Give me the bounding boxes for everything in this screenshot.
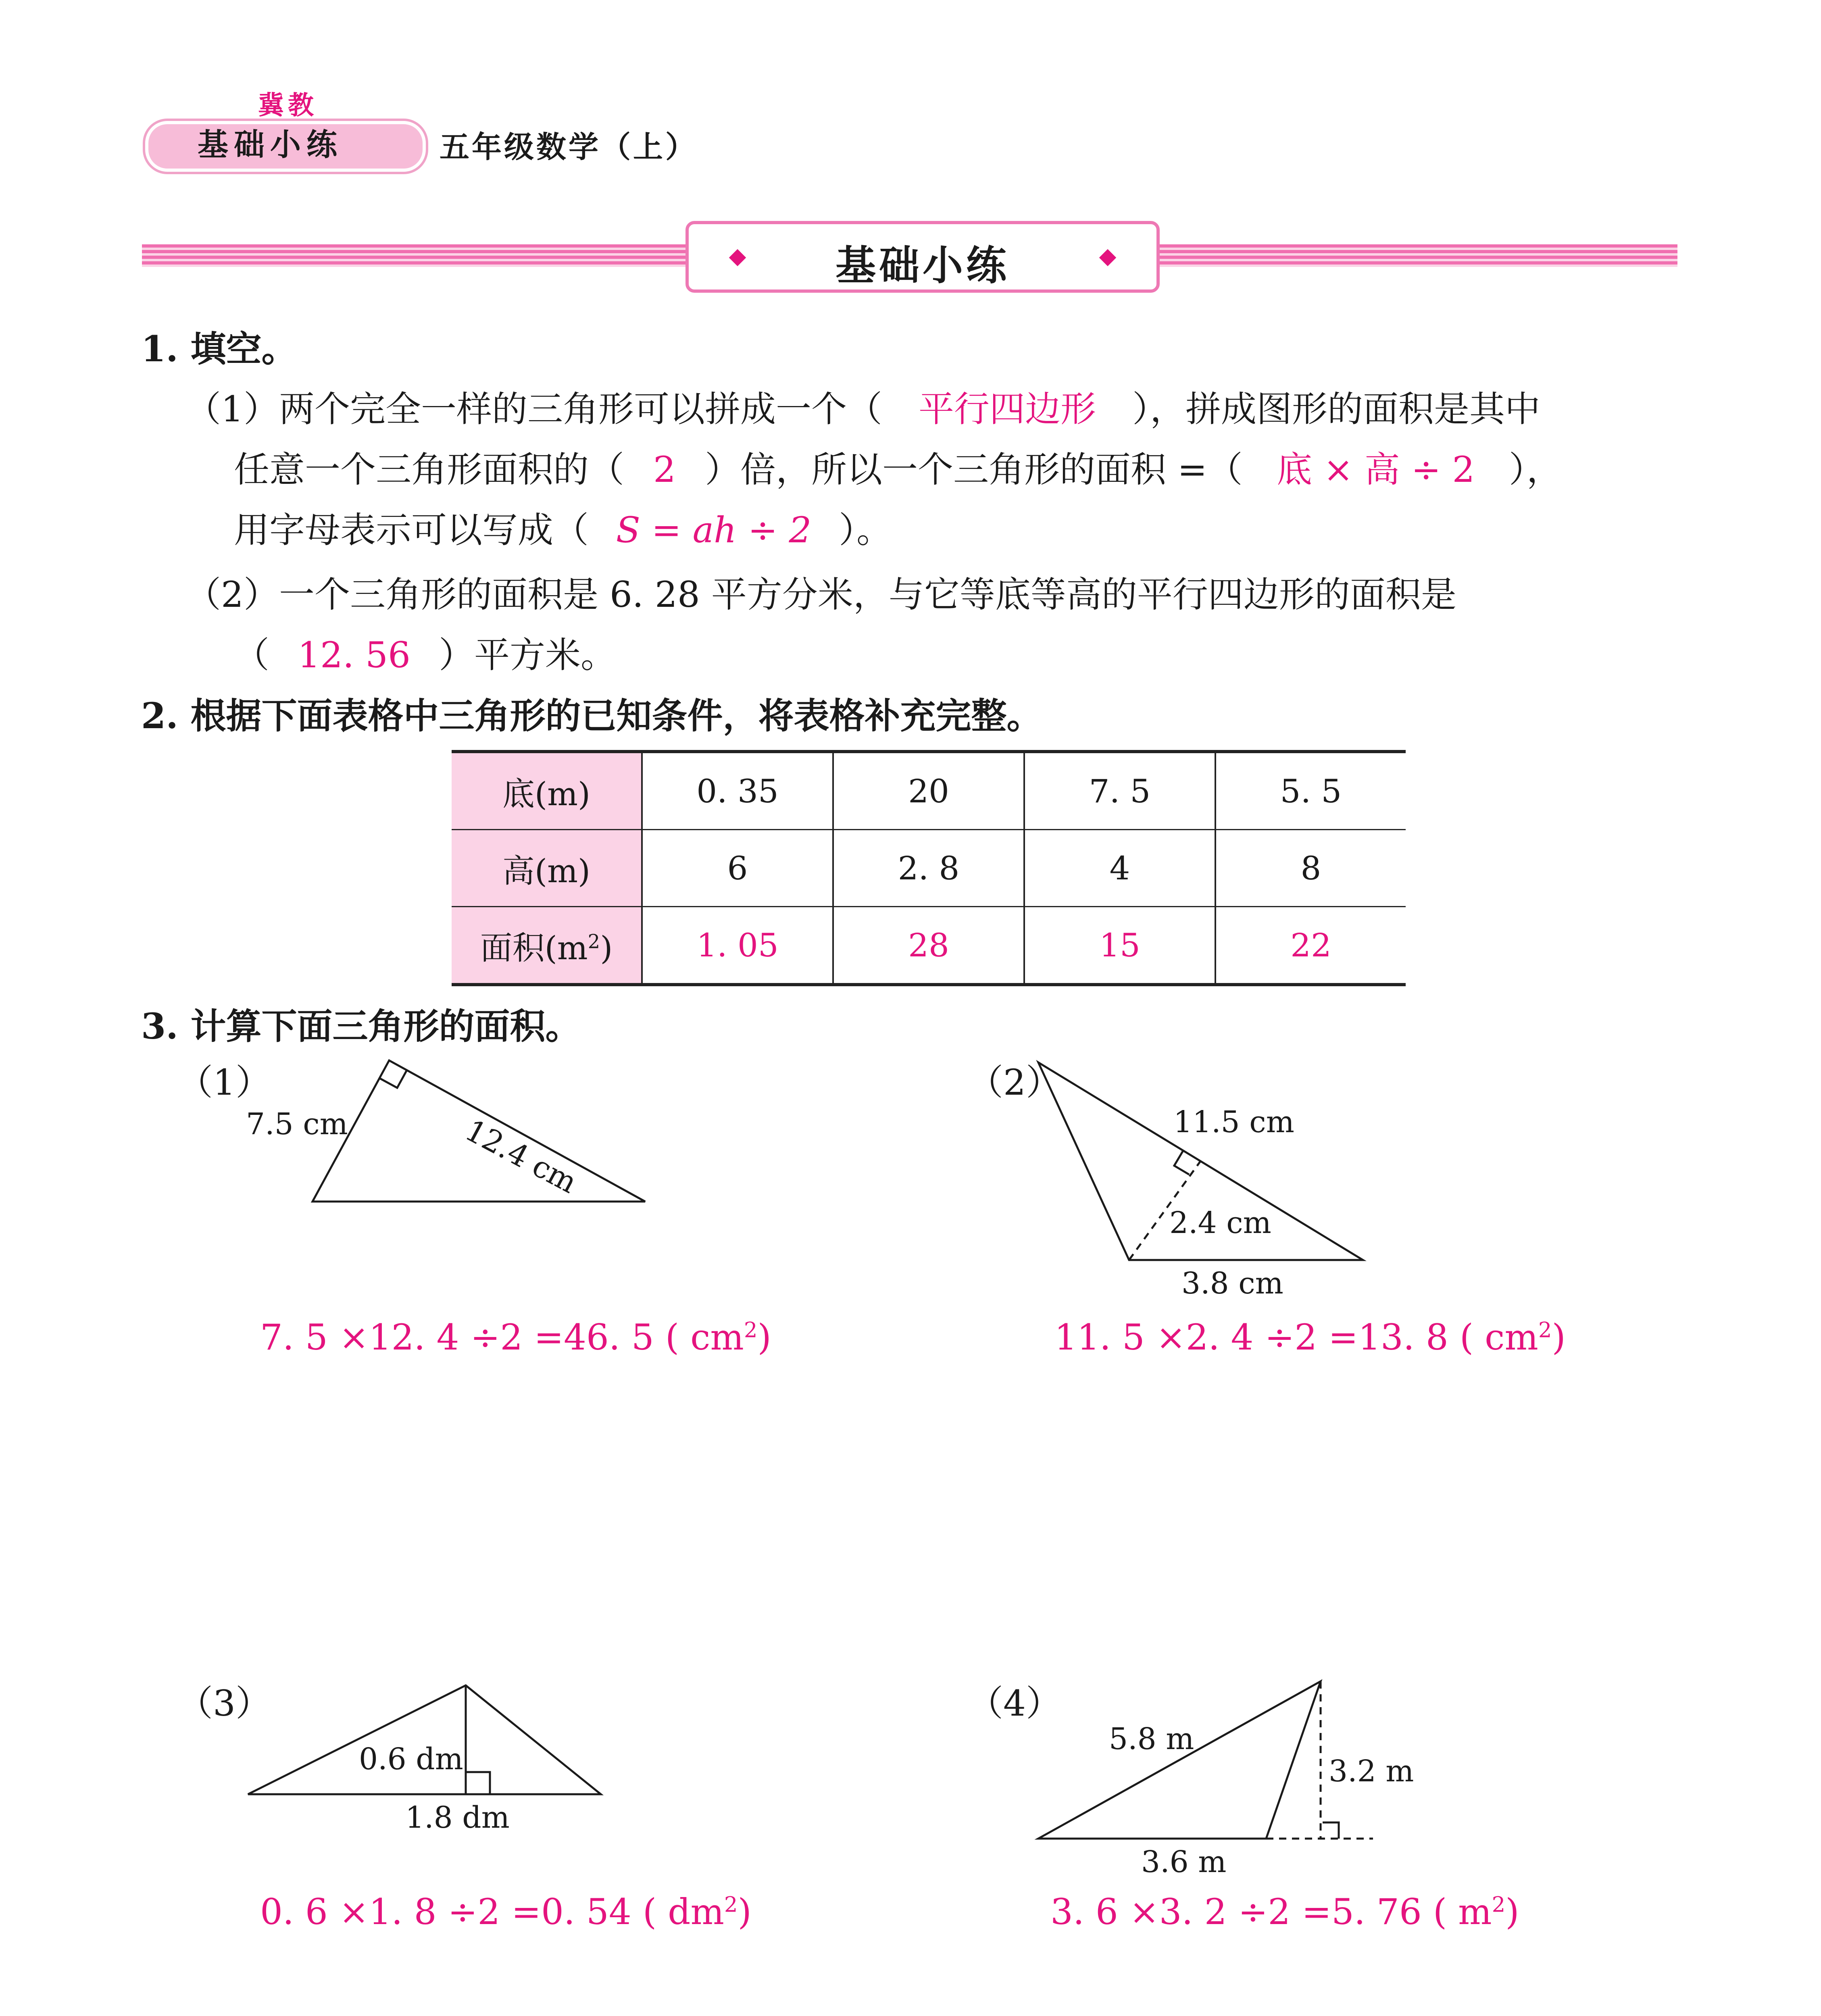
answer-formula: 7. 5 ×12. 4 ÷2 =46. 5 ( $cm^2$)	[260, 1316, 771, 1358]
triangle-4	[1038, 1681, 1321, 1839]
base-label: 1.8 dm	[405, 1800, 510, 1835]
answer-blank: 底 × 高 ÷ 2	[1277, 449, 1475, 490]
item-number: （4）	[968, 1683, 1061, 1724]
base-label: 3.6 m	[1141, 1845, 1227, 1879]
height-label: 3.2 m	[1329, 1754, 1414, 1789]
q1-part1-line2: 任意一个三角形面积的（ 2 ）倍，所以一个三角形的面积 =（ 底 × 高 ÷ 2 ），	[234, 439, 1562, 500]
q2-title: 2. 根据下面表格中三角形的已知条件，将表格补充完整。	[141, 695, 1042, 737]
height-label: 0.6 dm	[359, 1742, 463, 1776]
row-header: 高(m)	[452, 830, 642, 907]
table-cell: 8	[1215, 830, 1406, 907]
table-cell-answer: 22	[1215, 907, 1406, 985]
q3-title: 3. 计算下面三角形的面积。	[141, 1005, 581, 1047]
table-cell: 2. 8	[833, 830, 1024, 907]
right-angle-mark	[1323, 1822, 1339, 1839]
q1-part2-line1: （2）一个三角形的面积是 6. 28 平方分米，与它等底等高的平行四边形的面积是	[185, 574, 1456, 615]
grade-label: 五年级数学（上）	[440, 130, 698, 165]
table-cell-answer: 28	[833, 907, 1024, 985]
q1-title: 1. 填空。	[141, 328, 297, 370]
table-cell: 4	[1024, 830, 1215, 907]
answer-blank: 12. 56	[298, 634, 410, 676]
answer-blank: 2	[653, 449, 676, 490]
triangle-3	[248, 1685, 601, 1794]
side-label: 12.4 cm	[459, 1113, 583, 1200]
side-label: 7.5 cm	[246, 1107, 348, 1141]
item-number: （2）	[968, 1062, 1061, 1103]
right-angle-mark	[1174, 1151, 1189, 1175]
item-number: （1）	[177, 1062, 271, 1103]
table-cell: 7. 5	[1024, 752, 1215, 830]
table-cell-answer: 15	[1024, 907, 1215, 985]
right-angle-mark	[466, 1772, 490, 1794]
side-label: 5.8 m	[1109, 1722, 1194, 1756]
table-cell: 20	[833, 752, 1024, 830]
table-cell: 5. 5	[1215, 752, 1406, 830]
table-cell: 0. 35	[642, 752, 833, 830]
answer-formula: 0. 6 ×1. 8 ÷2 =0. 54 ( $dm^2$)	[260, 1891, 752, 1933]
answer-formula: 3. 6 ×3. 2 ÷2 =5. 76 ( $m^2$)	[1050, 1891, 1519, 1933]
q1-part1-line3: 用字母表示可以写成（ S = ah ÷ 2 ）。	[234, 500, 892, 560]
table-cell-answer: 1. 05	[642, 907, 833, 985]
q1-part2-line2: （ 12. 56 ）平方米。	[234, 625, 616, 685]
section-title: 基础小练	[835, 242, 1010, 289]
table-cell: 6	[642, 830, 833, 907]
item-number: （3）	[177, 1683, 271, 1724]
answer-blank: 平行四边形	[918, 388, 1096, 430]
base-label: 3.8 cm	[1181, 1266, 1283, 1301]
side-label: 11.5 cm	[1173, 1105, 1294, 1139]
edition-label: 冀教	[258, 91, 318, 121]
row-header: 面积$(m^2)$	[452, 907, 642, 985]
height-label: 2.4 cm	[1169, 1206, 1271, 1240]
q1-part1-line1: （1）两个完全一样的三角形可以拼成一个（ 平行四边形 ），拼成图形的面积是其中	[185, 379, 1540, 439]
brand-label: 基础小练	[198, 127, 343, 162]
answer-blank: S = ah ÷ 2	[616, 509, 812, 551]
row-header: 底(m)	[452, 752, 642, 830]
answer-formula: 11. 5 ×2. 4 ÷2 =13. 8 ( $cm^2$)	[1054, 1316, 1566, 1358]
